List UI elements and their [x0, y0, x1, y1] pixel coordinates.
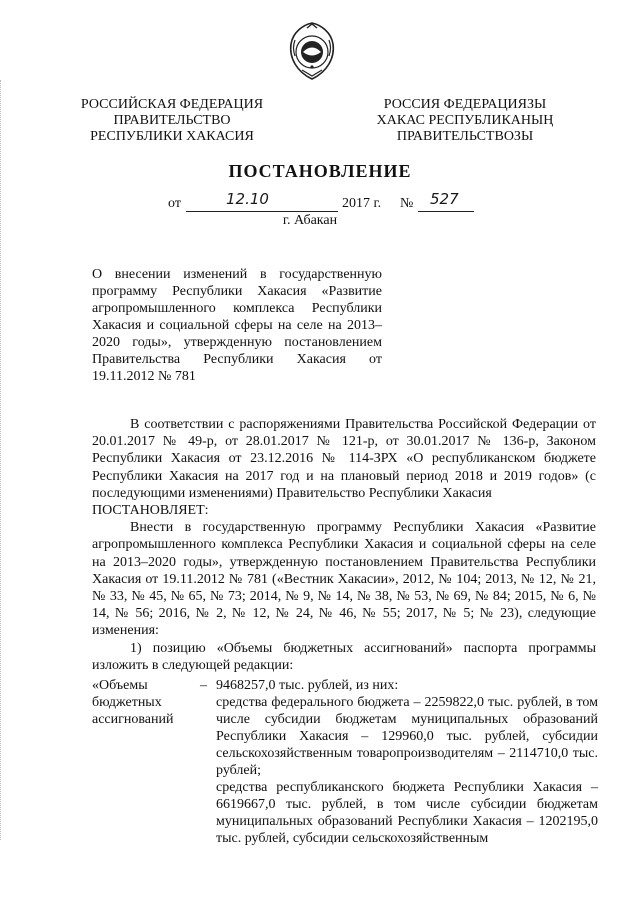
subject-line: агропромышленного комплекса Республики: [92, 301, 382, 316]
header-right-line: ПРАВИТЕЛЬСТВОЗЫ: [396, 129, 534, 144]
header-right-line: РОССИЯ ФЕДЕРАЦИЯЗЫ: [383, 97, 547, 112]
subject-line: Правительства Республики Хакасия от: [92, 352, 382, 367]
label-line: «Объемы: [92, 678, 148, 693]
paragraph-item-1: 1) позицию «Объемы бюджетных ассигнований» паспорта программы изложить в следующей редакции:: [92, 640, 596, 673]
value-paragraph: средства федерального бюджета – 2259822,0 тыс. рублей, в том числе субсидии бюджетам муниципальных образований Республики Хакасия – 129960,0 тыс. рублей, субсидии сельскохозяйственным товаропроизводителям – 2114710,0 тыс. рублей;: [216, 695, 598, 778]
header-left-line: РОССИЙСКАЯ ФЕДЕРАЦИЯ: [80, 97, 264, 112]
header-left-line: ПРАВИТЕЛЬСТВО: [113, 113, 231, 128]
row-dash: –: [200, 678, 207, 693]
number-handwritten: 527: [430, 190, 459, 208]
passport-row-label: [92, 677, 192, 728]
value-paragraph: средства республиканского бюджета Республики Хакасия – 6619667,0 тыс. рублей, в том числе субсидии бюджетам муниципальных образований Республики Хакасия – 1202195,0 тыс. рублей, субсидии сельскохозяйственным: [216, 780, 598, 846]
paragraph-amend: Внести в государственную программу Республики Хакасия «Развитие агропромышленного комплекса Республики Хакасия и социальной сферы на селе на 2013–2020 годы», утвержденную постановлением Правительства Республики Хакасия от 19.11.2012 № 781 («Вестник Хакасии», 2012, № 104; 2013, № 12, № 21, № 33, № 45, № 65, № 73; 2014, № 9, № 14, № 38, № 53, № 69, № 84; 2015, № 6, № 14, № 56; 2016, № 2, № 12, № 24, № 46, № 55; 2017, № 5; № 23), следующие изменения:: [92, 520, 596, 639]
passport-row-value: [216, 677, 598, 847]
subject-line: программу Республики Хакасия «Развитие: [92, 284, 382, 299]
body-text: [92, 416, 596, 674]
city-label: г. Абакан: [282, 213, 338, 228]
date-handwritten: 12.10: [226, 190, 269, 208]
year-label: 2017 г.: [342, 196, 382, 211]
subject-block: [92, 266, 382, 385]
date-prefix: от: [168, 196, 181, 211]
subject-line: 19.11.2012 № 781: [92, 369, 196, 384]
subject-line: О внесении изменений в государственную: [92, 267, 382, 282]
header-left-line: РЕСПУБЛИКИ ХАКАСИЯ: [90, 129, 254, 144]
value-paragraph: 9468257,0 тыс. рублей, из них:: [216, 678, 399, 693]
header-right: [370, 97, 560, 145]
document-title: ПОСТАНОВЛЕНИЕ: [228, 161, 412, 181]
decree-word: ПОСТАНОВЛЯЕТ:: [92, 503, 209, 519]
header-left: [72, 97, 272, 145]
number-prefix: №: [400, 196, 414, 211]
binding-margin: [0, 80, 4, 840]
subject-line: 2020 годы», утвержденную постановлением: [92, 335, 382, 350]
header-right-line: ХАКАС РЕСПУБЛИКАНЫҢ: [376, 113, 554, 128]
subject-line: Хакасия и социальной сферы на селе на 2013–: [92, 318, 382, 333]
coat-of-arms-icon: [285, 20, 339, 82]
label-line: ассигнований: [92, 712, 174, 727]
paragraph-basis: В соответствии с распоряжениями Правительства Российской Федерации от 20.01.2017 № 49-р, от 28.01.2017 № 121-р, от 30.01.2017 № 136-р, Законом Республики Хакасия от 23.12.2016 № 114-ЗРХ «О республиканском бюджете Республики Хакасия на 2017 год и на плановый период 2018 и 2019 годов» (с последующими изменениями) Правительство Республики Хакасия: [92, 417, 596, 501]
label-line: бюджетных: [92, 695, 162, 710]
